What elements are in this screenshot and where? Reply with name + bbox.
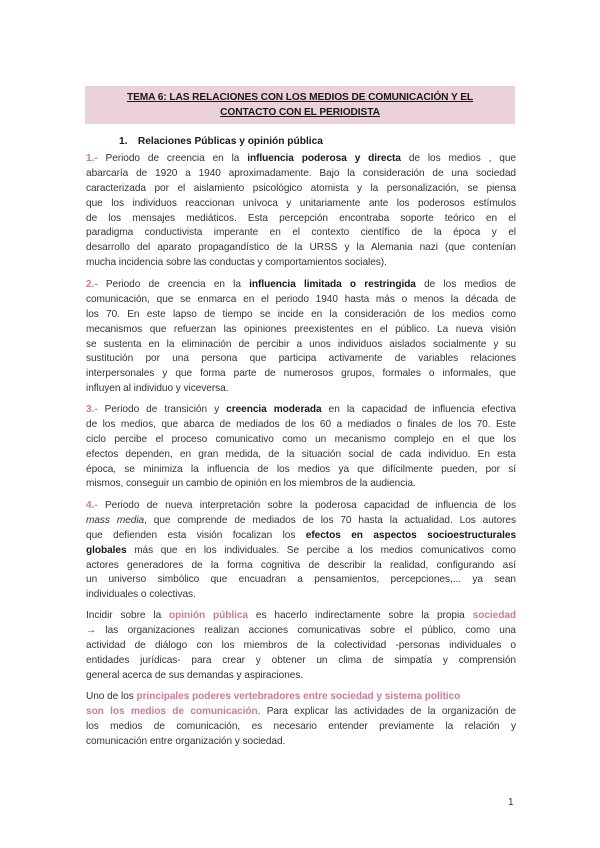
paragraph-line: comunicación, que se enmarca en el periodo 1940 hasta más o menos la década de: [86, 293, 516, 305]
text-span: Uno de los: [86, 691, 137, 702]
paragraph-line: un universo simbólico que encuadran a pensamientos, percepciones,... ya sean: [86, 574, 516, 586]
paragraph-line: mismos, conseguir un cambio de opinión en los miembros de la audiencia.: [86, 478, 416, 490]
text-span: Incidir sobre la: [86, 610, 170, 621]
paragraph-6: [86, 690, 516, 750]
paragraph-line: individuales o colectivas.: [86, 589, 196, 601]
paragraph-line: sustitución por una persona que participa activamente de variables relaciones: [86, 353, 516, 365]
paragraph-line: [86, 544, 516, 559]
paragraph-line: que los individuos reaccionan unívoca y unitariamente ante los poderosos estímulos: [86, 197, 516, 209]
text-span: en la capacidad de influencia efectiva: [321, 404, 516, 415]
topic-title-line-2: CONTACTO CON EL PERIODISTA: [220, 107, 380, 118]
paragraph-marker: 1.-: [86, 153, 98, 164]
text-span: , que comprende de mediados de los 70 hasta la actualidad. Los autores: [144, 514, 516, 526]
paragraph-line: de los medios, que abarca de mediados de los 60 a mediados o finales de los 70. Este: [86, 418, 516, 430]
highlighted-term: principales poderes vertebradores entre sociedad y sistema político: [136, 691, 461, 702]
highlighted-term: sociedad: [472, 610, 517, 621]
paragraph-marker: 4.-: [86, 500, 98, 511]
text-span: Periodo de creencia en la: [97, 153, 248, 164]
text-span: es hacerlo indirectamente sobre la propia: [248, 610, 473, 621]
paragraph-line: mucha incidencia sobre las conductas y comportamientos sociales).: [86, 257, 387, 269]
paragraph-5: [86, 609, 516, 683]
bold-term: influencia limitada o restringida: [249, 279, 416, 290]
text-span: que defienden esta visión focalizan los: [86, 529, 306, 541]
paragraph-line: paradigma conductivista imperante en el contexto científico de la época y el: [86, 227, 516, 239]
paragraph-line: ciclo percibe el proceso comunicativo como un mecanismo complejo en el que los: [86, 433, 516, 445]
topic-title-box: [85, 86, 515, 124]
paragraph-3: [86, 403, 516, 492]
paragraph-1: [86, 152, 516, 271]
paragraph-line: interpersonales y que forma parte de numerosos grupos, formales o informales, que: [86, 368, 516, 380]
section-title: Relaciones Públicas y opinión pública: [137, 136, 323, 147]
paragraph-line: influyen al individuo y viceversa.: [86, 383, 229, 395]
bold-term: globales: [86, 544, 127, 556]
text-span: de los medios de: [415, 279, 516, 290]
paragraph-line: [86, 403, 516, 418]
paragraph-line: [86, 705, 516, 720]
paragraph-line: de los mensajes mediáticos. Esta percepción encontraba soporte teórico en el: [86, 212, 516, 224]
paragraph-line: → las organizaciones realizan acciones comunicativas sobre el público, como una: [86, 624, 516, 636]
text-span: Periodo de creencia en la: [97, 279, 250, 290]
text-span: Periodo de nueva interpretación sobre la poderosa capacidad de influencia de los: [97, 500, 516, 511]
text-span: . Para explicar las actividades de la organización de: [257, 705, 516, 717]
paragraph-marker: 3.-: [86, 404, 98, 415]
paragraph-4: [86, 499, 516, 603]
text-span: de los medios , que: [400, 153, 516, 164]
paragraph-line: [86, 152, 516, 167]
paragraph-line: [86, 514, 516, 529]
paragraph-line: época, se minimiza la influencia de los medios ya que difícilmente pueden, por sí: [86, 463, 516, 475]
paragraph-line: [86, 529, 516, 544]
highlighted-term: son los medios de comunicación: [86, 705, 258, 717]
text-span: más que en los individuales. Se percibe a los medios comunicativos como: [126, 544, 516, 556]
paragraph-line: efectos dependen, en gran medida, de la situación social de cada individuo. En esta: [86, 448, 516, 460]
paragraph-line: [86, 609, 516, 624]
paragraph-line: entidades jurídicas- para crear y obtener un clima de simpatía y comprensión: [86, 654, 516, 666]
section-heading: [119, 136, 323, 147]
page-number: 1: [508, 797, 514, 808]
paragraph-line: actividad de diálogo con los miembros de la colectividad -personas individuales o: [86, 639, 516, 651]
paragraph-line: los medios de comunicación, es necesario entender previamente la relación y: [86, 720, 516, 732]
italic-term: mass media: [86, 514, 145, 526]
paragraph-line: abarcaría de 1920 a 1940 aproximadamente. Bajo la consideración de una sociedad: [86, 167, 516, 179]
paragraph-marker: 2.-: [86, 279, 98, 290]
paragraph-line: actores generadores de la forma cognitiva de describir la realidad, configurando así: [86, 559, 516, 571]
paragraph-line: se sustenta en la eliminación de percibir a unos individuos aislados socialmente y su: [86, 338, 516, 350]
topic-title-line-1: TEMA 6: LAS RELACIONES CON LOS MEDIOS DE COMUNICACIÓN Y EL: [126, 92, 474, 103]
paragraph-line: los 70. En este lapso de tiempo se incide en la consideración de los medios como: [86, 308, 516, 320]
paragraph-line: [86, 278, 516, 293]
bold-term: influencia poderosa y directa: [247, 153, 401, 164]
section-number: 1.: [119, 136, 128, 147]
paragraph-line: [86, 499, 516, 514]
paragraph-line: caracterizada por el aislamiento psicológico atomista y la personalización, se piensa: [86, 182, 516, 194]
paragraph-line: general acerca de sus demandas y aspiraciones.: [86, 669, 304, 681]
bold-term: creencia moderada: [226, 404, 322, 415]
text-span: Periodo de transición y: [97, 404, 227, 415]
paragraph-2: [86, 278, 516, 397]
paragraph-line: mecanismos que refuerzan las opiniones preexistentes en el público. La nueva visión: [86, 323, 516, 335]
paragraph-line: comunicación entre organización y sociedad.: [86, 735, 286, 747]
bold-term: efectos en aspectos socioestructurales: [305, 529, 517, 541]
paragraph-line: [86, 690, 516, 705]
paragraph-line: desarrollo del aparato propagandístico de la URSS y la Alemania nazi (que contenían: [86, 242, 516, 254]
highlighted-term: opinión pública: [169, 610, 249, 621]
